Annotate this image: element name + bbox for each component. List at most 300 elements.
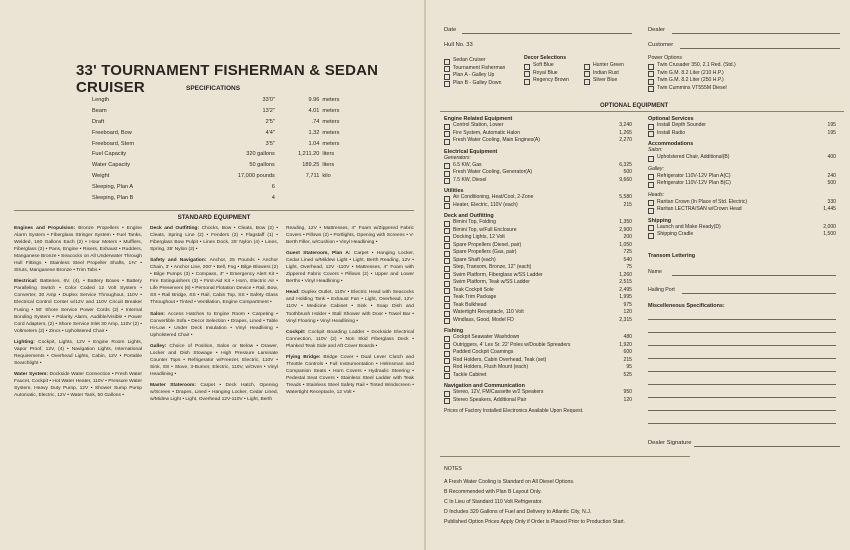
option-item bbox=[444, 257, 632, 265]
spec-unit bbox=[319, 193, 352, 204]
option-item bbox=[444, 372, 632, 380]
decor-heading: Decor Selections bbox=[524, 55, 567, 61]
checkbox[interactable] bbox=[444, 318, 450, 324]
spec-unit: liters bbox=[322, 151, 335, 158]
option-price: 950 bbox=[623, 389, 632, 395]
option-label: Raritan LECTRA/SAN w/Crown Head bbox=[657, 206, 742, 212]
option-price: 1,260 bbox=[619, 271, 632, 278]
spec-label: Sleeping, Plan A bbox=[92, 184, 134, 191]
option-label: Plan A - Galley Up bbox=[453, 72, 495, 78]
specifications-heading: SPECIFICATIONS bbox=[186, 85, 241, 92]
option-label: Cockpit Seawater Washdown bbox=[453, 334, 520, 340]
equipment-paragraph bbox=[14, 225, 142, 274]
option-label: Fresh Water Cooling, Generator(A) bbox=[453, 169, 533, 175]
option-price: 1,445 bbox=[823, 206, 836, 212]
spec-value: 13'2" bbox=[262, 107, 275, 114]
option-label: 7.5 KW, Diesel bbox=[453, 176, 487, 183]
decor-option bbox=[524, 77, 584, 85]
option-label: Swim Platform, Teak w/SS Ladder bbox=[453, 279, 530, 285]
checkbox[interactable] bbox=[648, 208, 654, 214]
equipment-text: Carpet • Deck Hatch, Opening w/Screen • Drapes, Lined • Hanging Locker, Cedar Lined, w/Midew Light • Light, Overhead 12V-110V • Light, Berth bbox=[150, 382, 278, 403]
checkbox[interactable] bbox=[648, 182, 654, 188]
notes-heading: NOTES bbox=[444, 466, 462, 472]
misc-line[interactable] bbox=[648, 423, 836, 424]
option-label: Control Station, Lower bbox=[453, 122, 504, 128]
option-label: Twin Cummins VT555M Diesel bbox=[657, 84, 727, 91]
option-label: Hunter Green bbox=[593, 62, 624, 69]
spec-unit: meters bbox=[322, 129, 340, 136]
option-item bbox=[444, 249, 632, 257]
equipment-column-2 bbox=[150, 225, 278, 407]
option-group bbox=[444, 149, 632, 185]
option-price: 1,995 bbox=[619, 294, 632, 300]
spec-label: Sleeping, Plan B bbox=[92, 195, 134, 202]
option-group bbox=[648, 166, 836, 188]
spec-label: Fuel Capacity bbox=[92, 151, 127, 158]
name-field[interactable] bbox=[672, 275, 836, 276]
option-price: 540 bbox=[623, 256, 632, 263]
equipment-category: Master Stateroom: bbox=[150, 382, 201, 388]
spec-value: 6 bbox=[271, 184, 275, 191]
checkbox[interactable] bbox=[444, 236, 450, 242]
option-item bbox=[444, 169, 632, 177]
option-price: 1,050 bbox=[619, 241, 632, 248]
option-label: Bimini Top, w/Full Enclosure bbox=[453, 226, 517, 233]
misc-line[interactable] bbox=[648, 397, 836, 398]
spec-label: Freeboard, Stern bbox=[92, 140, 135, 147]
spec-metric-value: 4.01 bbox=[308, 107, 320, 114]
option-price: 75 bbox=[626, 264, 632, 270]
dealer-signature-label: Dealer Signature bbox=[648, 440, 692, 446]
equipment-text: Bridge Cover • Dual Lever Clutch and Throttle Controls • Full Instrumentation • Helmsman and Companion Seats • Horn Covers • Hydraulic Steering • Pedestal Seat Covers • Stainless Steel Ladder with Teak Treads • Stainless Steel Safety Rail • Tinted Windscreen • Watertight Receptacle, 12 Volt • bbox=[286, 354, 414, 395]
misc-line[interactable] bbox=[648, 332, 836, 333]
equipment-category: Head: bbox=[286, 290, 302, 296]
option-price: 725 bbox=[623, 249, 632, 255]
option-item bbox=[648, 199, 836, 207]
option-label: Bimini Top, Folding bbox=[453, 219, 496, 225]
option-label: Swim Platform, Fiberglass w/SS Ladder bbox=[453, 271, 543, 278]
spec-row bbox=[92, 128, 352, 139]
option-item bbox=[444, 219, 632, 227]
page-fold bbox=[424, 0, 426, 550]
spec-metric-value bbox=[275, 193, 319, 204]
option-item bbox=[648, 154, 836, 162]
spec-metric-value: .74 bbox=[311, 118, 320, 125]
equipment-paragraph bbox=[14, 339, 142, 367]
option-price: 2,270 bbox=[619, 137, 632, 143]
option-price: 2,900 bbox=[619, 226, 632, 233]
option-label: Indian Rust bbox=[593, 69, 619, 76]
option-price: 120 bbox=[623, 396, 632, 403]
spec-row bbox=[92, 149, 352, 160]
checkbox[interactable] bbox=[444, 366, 450, 372]
standard-equipment-columns bbox=[14, 225, 424, 407]
option-label: Launch and Make Ready(D) bbox=[657, 223, 721, 230]
equipment-text: Duplex Outlet, 110V • Electric Head with Seacocks and Holding Tank • Exhaust Fan • Light, Overhead, 12V-110V • Medicine Cabinet • Sink • Soap Dish and Toothbrush Holder • Stall Shower with Door • Towel Bar • Vinyl Flooring • Vinyl Headlining • bbox=[286, 290, 414, 324]
misc-line[interactable] bbox=[648, 371, 836, 372]
power-option bbox=[648, 70, 838, 78]
dealer-signature-field[interactable] bbox=[694, 446, 840, 447]
option-subheading: Heads: bbox=[648, 191, 665, 198]
option-item bbox=[444, 302, 632, 310]
divider bbox=[14, 210, 414, 211]
option-item bbox=[444, 122, 632, 130]
option-item bbox=[444, 264, 632, 272]
note-item: Published Option Prices Apply Only if Order is Placed Prior to Production Start. bbox=[444, 519, 626, 526]
option-price: 200 bbox=[623, 234, 632, 240]
misc-line[interactable] bbox=[648, 410, 836, 411]
option-item bbox=[648, 122, 836, 130]
equipment-text: Chocks, Bow • Cleats, Bow (2) • Cleats, Spring Line (2) • Fenders (2) • Flagstaff (1) • Fiberglass Bow Pulpit • Lines Dock, 25' Nylon (4) • Lines, Spring, 35' Nylon (2) • bbox=[150, 226, 278, 253]
checkbox[interactable] bbox=[444, 139, 450, 145]
model-option bbox=[444, 72, 524, 80]
transom-lettering bbox=[648, 253, 836, 439]
option-label: Watertight Receptacle, 110 Volt bbox=[453, 309, 524, 315]
dealer-field[interactable] bbox=[672, 33, 840, 34]
checkbox[interactable] bbox=[444, 163, 450, 169]
checkbox[interactable] bbox=[524, 79, 530, 85]
power-heading: Power Options bbox=[648, 55, 683, 61]
checkbox[interactable] bbox=[648, 200, 654, 206]
equipment-paragraph bbox=[286, 289, 414, 324]
checkbox[interactable] bbox=[648, 64, 654, 70]
spec-unit: meters bbox=[322, 118, 340, 125]
checkbox[interactable] bbox=[648, 174, 654, 180]
option-label: Padded Cockpit Coamings bbox=[453, 349, 514, 355]
option-price: 1,350 bbox=[619, 219, 632, 225]
option-label: Stereo Speakers, Additional Pair bbox=[453, 396, 527, 403]
option-item bbox=[444, 234, 632, 242]
option-price: 330 bbox=[827, 198, 836, 205]
equipment-column-1 bbox=[14, 225, 142, 407]
option-item bbox=[444, 349, 632, 357]
option-label: Fire System, Automatic Halon bbox=[453, 129, 521, 136]
power-options bbox=[648, 55, 838, 92]
checkbox[interactable] bbox=[444, 281, 450, 287]
note-item: C In Lieu of Standard 110 Volt Refrigerator. bbox=[444, 499, 543, 506]
power-option bbox=[648, 62, 838, 70]
option-group bbox=[444, 116, 632, 145]
misc-specifications-lines bbox=[648, 309, 836, 439]
option-label: Stereo, 12V, FM/Cassette w/2 Speakers bbox=[453, 389, 544, 395]
spec-metric-value bbox=[275, 182, 319, 193]
checkbox[interactable] bbox=[444, 311, 450, 317]
checkbox[interactable] bbox=[444, 131, 450, 137]
option-label: Sedan Cruiser bbox=[453, 57, 486, 63]
standard-equipment-heading: STANDARD EQUIPMENT bbox=[177, 214, 251, 221]
option-price: 2,495 bbox=[619, 286, 632, 293]
option-label: Royal Blue bbox=[533, 69, 558, 76]
power-option bbox=[648, 85, 838, 93]
option-item bbox=[648, 130, 836, 138]
option-price: 3,240 bbox=[619, 122, 632, 128]
equipment-text: Carpet • Hanging Locker, Cedar Lined w/Mildew Light • Light, Berth Reading, 12V • Light, Overhead, 12V -110V • Mattresses, 4" Foam with Zippered Fabric Covers • Pillows (2) • Upper and Lower Berths • Vinyl Headlining • bbox=[286, 251, 414, 285]
customer-field[interactable] bbox=[680, 48, 840, 49]
name-label: Name bbox=[648, 269, 662, 275]
checkbox[interactable] bbox=[444, 124, 450, 130]
option-price: 5,580 bbox=[619, 194, 632, 200]
checkbox[interactable] bbox=[444, 288, 450, 294]
equipment-category: Guest Stateroom, Plan A: bbox=[286, 251, 354, 257]
spec-label: Water Capacity bbox=[92, 162, 131, 169]
checkbox[interactable] bbox=[444, 391, 450, 397]
option-label: Windlass, Good, Model FD bbox=[453, 316, 514, 323]
equipment-paragraph bbox=[286, 225, 414, 246]
spec-value: 17,000 pounds bbox=[237, 173, 275, 180]
checkbox[interactable] bbox=[444, 251, 450, 257]
equipment-category: Galley: bbox=[150, 343, 170, 349]
checkbox[interactable] bbox=[584, 79, 590, 85]
checkbox[interactable] bbox=[444, 203, 450, 209]
checkbox[interactable] bbox=[648, 225, 654, 231]
spec-row bbox=[92, 160, 352, 171]
checkbox[interactable] bbox=[444, 243, 450, 249]
option-item bbox=[444, 357, 632, 365]
option-section-heading: Fishing bbox=[444, 328, 464, 334]
option-label: Teak Trim Package bbox=[453, 294, 497, 300]
decor-option bbox=[584, 62, 644, 70]
date-label: Date bbox=[444, 27, 457, 33]
misc-line[interactable] bbox=[648, 345, 836, 346]
spec-metric-value: 1,211.20 bbox=[297, 151, 320, 158]
option-item bbox=[648, 206, 836, 214]
option-group bbox=[648, 218, 836, 239]
checkbox[interactable] bbox=[444, 178, 450, 184]
option-group bbox=[444, 383, 632, 404]
misc-specifications-heading: Miscelleneous Specifications: bbox=[648, 303, 725, 309]
checkbox[interactable] bbox=[444, 398, 450, 404]
option-label: Spare Propellers (Gas, pair) bbox=[453, 249, 517, 255]
spec-row bbox=[92, 193, 352, 204]
option-price: 6,325 bbox=[619, 161, 632, 168]
equipment-paragraph bbox=[14, 371, 142, 399]
option-price: 525 bbox=[623, 371, 632, 378]
option-label: Rod Holders, Flush Mount (each) bbox=[453, 364, 529, 370]
checkbox[interactable] bbox=[648, 131, 654, 137]
checkbox[interactable] bbox=[444, 74, 450, 80]
option-label: Install Depth Sounder bbox=[657, 122, 706, 128]
checkbox[interactable] bbox=[444, 59, 450, 65]
option-item bbox=[444, 227, 632, 235]
checkbox[interactable] bbox=[444, 66, 450, 72]
equipment-category: Lighting: bbox=[14, 339, 39, 345]
misc-line[interactable] bbox=[648, 384, 836, 385]
option-section-heading: Utilities bbox=[444, 188, 464, 194]
checkbox[interactable] bbox=[444, 303, 450, 309]
checkbox[interactable] bbox=[444, 171, 450, 177]
specifications-table bbox=[92, 95, 352, 204]
option-item bbox=[444, 342, 632, 350]
option-label: Install Radio bbox=[657, 129, 686, 136]
option-label: Air Conditioning, Heat/Cool, 2-Zone bbox=[453, 194, 534, 200]
spec-row bbox=[92, 171, 352, 182]
option-item bbox=[648, 231, 836, 239]
checkbox[interactable] bbox=[444, 358, 450, 364]
equipment-paragraph bbox=[150, 257, 278, 306]
option-price: 195 bbox=[827, 122, 836, 128]
prices-note: Prices of Factory Installed Electronics Available Upon Request. bbox=[444, 408, 584, 414]
option-section-heading: Deck and Outfitting bbox=[444, 213, 494, 219]
option-price: 215 bbox=[623, 201, 632, 208]
equipment-text: Anchor, 25 Pounds • Anchor Chain, 3' • Anchor Line, 200' • Bell, Fog • Bilge Blowers (2) • Bilge Pumps (3) • Compass, 4" • Emergency Alert Kit • Fire Extinguishers (3) • First-Aid Kit • Horn, Electric Air • Life Preservers (6) • Personal Flotation Device • Rail, Bow, SS • Rail Bridge, SS • Rail, Cabin Top, SS • Safety Glass Throughout • Tinted • Ventilation, Engine Compartment • bbox=[150, 258, 278, 306]
hailing-port-label: Hailing Port bbox=[648, 287, 675, 293]
option-item bbox=[648, 173, 836, 181]
checkbox[interactable] bbox=[444, 221, 450, 227]
spec-label: Beam bbox=[92, 107, 107, 114]
option-section-heading: Navigation and Communication bbox=[444, 383, 525, 389]
power-option bbox=[648, 77, 838, 85]
spec-row bbox=[92, 182, 352, 193]
right-page bbox=[440, 0, 840, 550]
option-label: Outriggers, 4' Les Sr. 22' Poles w/Double Spreaders bbox=[453, 341, 571, 348]
spec-metric-value: 1.32 bbox=[308, 129, 320, 136]
option-label: 6.5 KW, Gas bbox=[453, 161, 482, 168]
equipment-paragraph bbox=[14, 278, 142, 334]
option-item bbox=[444, 364, 632, 372]
customer-label: Customer bbox=[648, 42, 674, 48]
equipment-text: Cockpit, Lights, 12V • Engine Room Lights, Vapor Proof, 12V, (4) • Navigation Lights, International Requirements • Overhead Lights, Cabin, 12V • Portable Searchlight • bbox=[14, 339, 142, 366]
option-label: Docking Lights, 12 Volt bbox=[453, 234, 505, 240]
option-group bbox=[648, 192, 836, 214]
optional-equipment-heading: OPTIONAL EQUIPMENT bbox=[600, 103, 669, 109]
option-section-heading: Shipping bbox=[648, 217, 672, 224]
spec-row bbox=[92, 139, 352, 150]
option-item bbox=[444, 130, 632, 138]
equipment-category: Electrical: bbox=[14, 279, 41, 285]
option-price: 95 bbox=[626, 364, 632, 370]
checkbox[interactable] bbox=[444, 373, 450, 379]
equipment-paragraph bbox=[286, 329, 414, 350]
checkbox[interactable] bbox=[648, 156, 654, 162]
option-price: 500 bbox=[623, 169, 632, 175]
note-item: B Recommended with Plan B Layout Only. bbox=[444, 489, 542, 496]
checkbox[interactable] bbox=[648, 71, 654, 77]
option-price: 215 bbox=[623, 356, 632, 363]
equipment-paragraph bbox=[286, 354, 414, 396]
checkbox[interactable] bbox=[444, 296, 450, 302]
option-label: Refrigerator 110V-12V Plan B(C) bbox=[657, 180, 731, 186]
checkbox[interactable] bbox=[444, 351, 450, 357]
checkbox[interactable] bbox=[444, 196, 450, 202]
spec-unit bbox=[319, 182, 352, 193]
option-price: 1,500 bbox=[823, 231, 836, 237]
checkbox[interactable] bbox=[648, 233, 654, 239]
checkbox[interactable] bbox=[444, 336, 450, 342]
divider bbox=[440, 111, 844, 112]
checkbox[interactable] bbox=[444, 258, 450, 264]
option-item bbox=[444, 194, 632, 202]
note-item: A Fresh Water Cooling is Standard on All Diesel Options. bbox=[444, 479, 575, 486]
checkbox[interactable] bbox=[648, 124, 654, 130]
checkbox[interactable] bbox=[444, 81, 450, 87]
option-item bbox=[648, 224, 836, 232]
spec-label: Draft bbox=[92, 118, 105, 125]
option-item bbox=[648, 180, 836, 188]
option-price: 975 bbox=[623, 301, 632, 308]
option-label: Teak Bulkhead bbox=[453, 301, 487, 308]
option-label: Plan B - Galley Down bbox=[453, 79, 502, 86]
hull-number: Hull No. 33 bbox=[444, 42, 473, 48]
decor-option bbox=[584, 77, 644, 85]
equipment-paragraph bbox=[150, 382, 278, 403]
misc-line[interactable] bbox=[648, 319, 836, 320]
option-item bbox=[444, 317, 632, 325]
hailing-port-field[interactable] bbox=[682, 293, 836, 294]
option-group bbox=[444, 188, 632, 209]
transom-heading: Transom Lettering bbox=[648, 253, 696, 259]
note-item: D Includes 320 Gallons of Fuel and Delivery to Atlantic City, N.J. bbox=[444, 509, 592, 516]
option-item bbox=[444, 389, 632, 397]
spec-row bbox=[92, 106, 352, 117]
checkbox[interactable] bbox=[444, 343, 450, 349]
checkbox[interactable] bbox=[444, 228, 450, 234]
dealer-label: Dealer bbox=[648, 27, 666, 33]
option-subheading: Galley: bbox=[648, 165, 664, 172]
decor-option bbox=[524, 62, 584, 70]
option-item bbox=[444, 242, 632, 250]
option-subheading: Salon: bbox=[648, 147, 663, 153]
checkbox[interactable] bbox=[648, 79, 654, 85]
option-label: Step, Transom, Bronze, 12" (each) bbox=[453, 264, 532, 270]
option-label: Spare Shaft (each) bbox=[453, 256, 496, 263]
option-subheading: Generators: bbox=[444, 154, 471, 161]
checkbox[interactable] bbox=[444, 266, 450, 272]
option-label: Soft Blue bbox=[533, 62, 554, 69]
spec-value: 4 bbox=[271, 195, 275, 202]
spec-unit: kilo bbox=[322, 173, 331, 180]
spec-value: 2'5" bbox=[265, 118, 275, 125]
equipment-text: Batteries, 6V, (4), • Battery Boxes • Battery Paralleling Switch • Color Coded 12 Volt System • Converter, 30 Amp • Duplex Service Throughout, 110V • Electrical Control Center w/12V and 110V Circuit Breaker Fusing • 50' Shore Service Power Cords (2) • Internal Bonding System • Polarity Alarm, Audible/Visible • Power Cord Adapters, (2) • Shore Service Inlet 30 Amp, 110V (2) • Voltmeters (2) • Zincs • Upholstered Chair • bbox=[14, 279, 142, 334]
option-label: Heater, Electric, 110V (each) bbox=[453, 201, 518, 208]
option-item bbox=[444, 397, 632, 405]
checkbox[interactable] bbox=[648, 86, 654, 92]
option-label: Shipping Cradle bbox=[657, 231, 694, 237]
notes-rule bbox=[440, 456, 690, 457]
misc-line[interactable] bbox=[648, 358, 836, 359]
spec-unit: liters bbox=[322, 162, 335, 169]
notes-list bbox=[444, 477, 774, 527]
option-section-heading: Electrical Equipment bbox=[444, 148, 498, 155]
checkbox[interactable] bbox=[444, 273, 450, 279]
option-price: 600 bbox=[623, 349, 632, 355]
spec-row bbox=[92, 95, 352, 106]
option-group bbox=[648, 141, 836, 162]
option-label: Tackle Cabinet bbox=[453, 371, 487, 378]
model-option bbox=[444, 65, 524, 73]
equipment-category: Water System: bbox=[14, 371, 50, 377]
option-price: 1,920 bbox=[619, 341, 632, 348]
equipment-text: Cockpit Boarding Ladder • Dockside Electrical Connection, 110V (2) • Non Skid Fiberglass Deck • Planked Teak Side and Aft Cover Boards • bbox=[286, 329, 414, 349]
option-section-heading: Engine Related Equipment bbox=[444, 116, 513, 122]
spec-unit: meters bbox=[322, 97, 340, 103]
date-field[interactable] bbox=[462, 33, 632, 34]
spec-unit: meters bbox=[322, 107, 340, 114]
option-item bbox=[444, 137, 632, 145]
option-item bbox=[444, 294, 632, 302]
equipment-text: Bronze Propellers • Engine Alarm System • Fiberglass Stringer System • Fuel Tanks, Welded, 160 Gallons Each (2) • Hour Meters • Mufflers, Fiberglass (2) • Pans, Engine • Risers, Exhaust • Rudders, Manganese Bronze • Seacocks on All Underwater Through Hull Fittings • Stainless Steel Propeller Shafts, 1⅜" • Struts, Manganese Bronze • Trim Tabs • bbox=[14, 226, 142, 274]
option-label: Teak Cockpit Sole bbox=[453, 286, 494, 293]
equipment-category: Deck and Outfitting: bbox=[150, 226, 202, 231]
model-checklist bbox=[444, 57, 524, 87]
option-label: Upholstered Chair, Additional(B) bbox=[657, 154, 730, 160]
spec-metric-value: 7,711 bbox=[305, 173, 320, 180]
option-label: Twin Crusader 350, 2.1 Red. (Std.) bbox=[657, 62, 736, 69]
equipment-text: Dockside Water Connection • Fresh Water Faucet, Cockpit • Hot Water Heater, 110V • Pressure Water System, Heavy Duty Pump, 12V • Shower Sump Pump Automatic, Electric, 12V • Water Tank, 50 Gallons • bbox=[14, 371, 143, 399]
spec-value: 50 gallons bbox=[249, 162, 275, 169]
model-option bbox=[444, 80, 524, 88]
option-label: Refrigerator 110V-12V Plan A(C) bbox=[657, 172, 731, 179]
option-item bbox=[444, 279, 632, 287]
